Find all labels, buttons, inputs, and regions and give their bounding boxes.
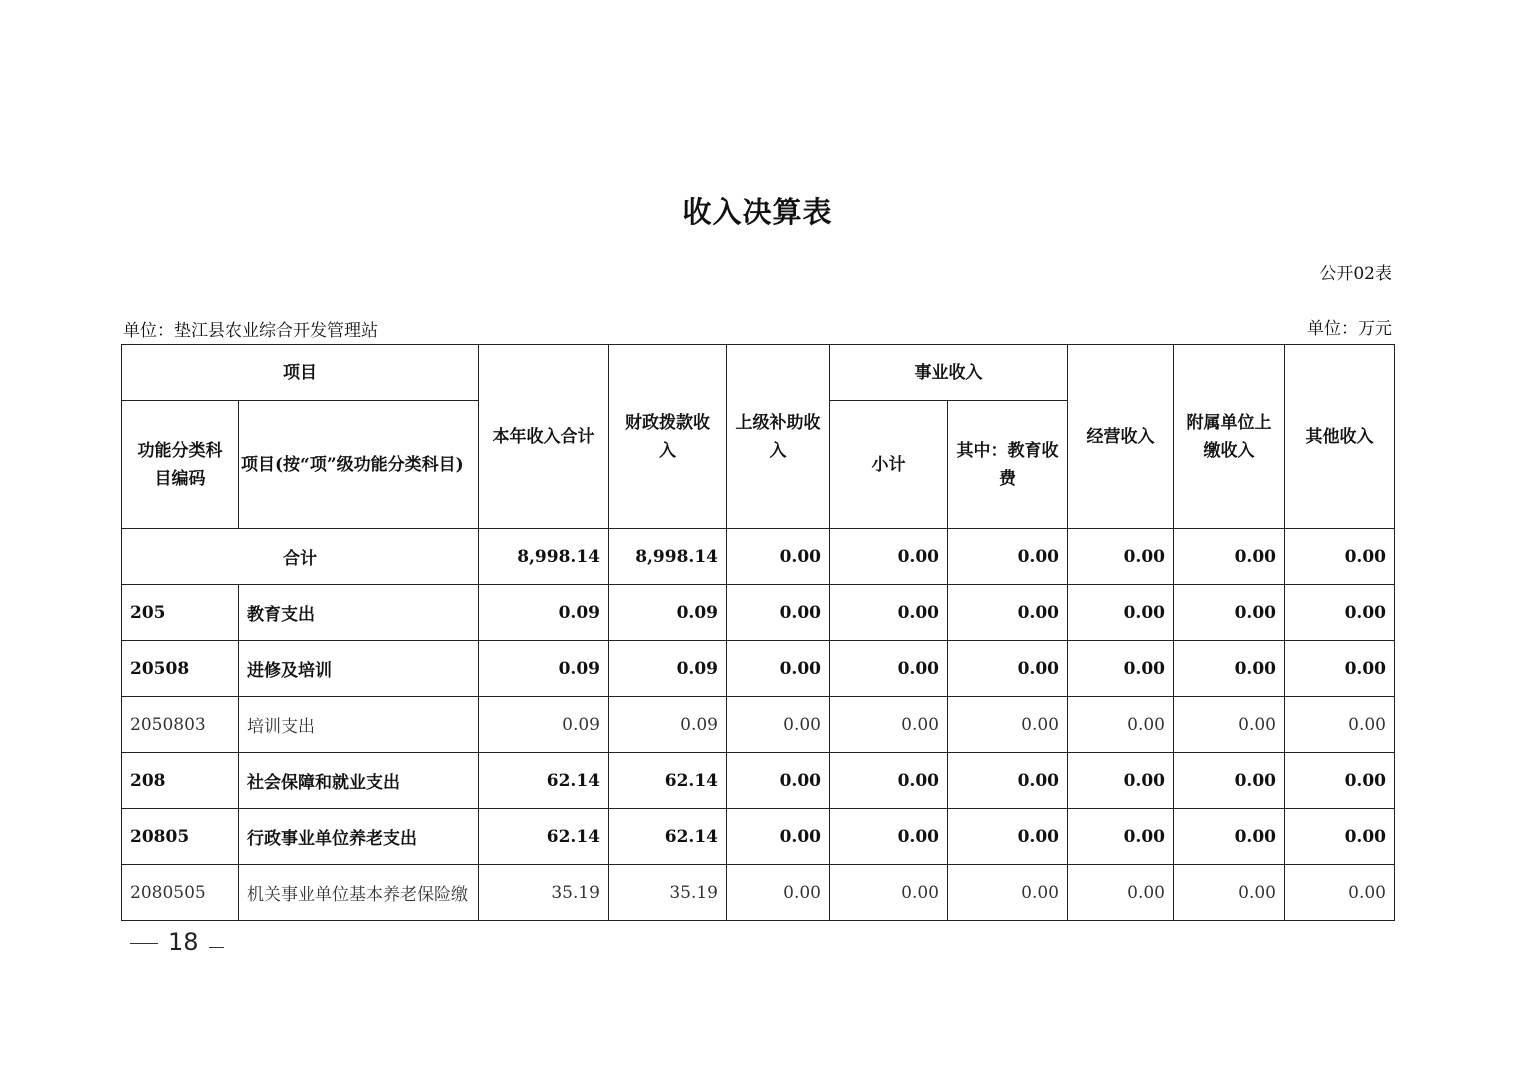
cell-other-income: 0.00: [1285, 697, 1395, 753]
header-func-code: 功能分类科目编码: [122, 401, 239, 529]
header-superior-subsidy: 上级补助收入: [727, 345, 830, 529]
cell-other-income: 0.00: [1285, 753, 1395, 809]
cell-fiscal-appropriation: 0.09: [609, 641, 727, 697]
page-footer: [130, 928, 224, 956]
total-row: [122, 529, 1395, 585]
cell-project-name: 行政事业单位养老支出: [239, 809, 479, 865]
cell-operating-income: 0.00: [1068, 529, 1174, 585]
cell-superior-subsidy: 0.00: [727, 753, 830, 809]
table-row: [122, 641, 1395, 697]
cell-education-fees: 0.00: [948, 641, 1068, 697]
table-row: [122, 753, 1395, 809]
cell-annual-total: 62.14: [479, 753, 609, 809]
cell-superior-subsidy: 0.00: [727, 865, 830, 921]
header-operating-income: 经营收入: [1068, 345, 1174, 529]
cell-fiscal-appropriation: 62.14: [609, 809, 727, 865]
cell-func-code: 208: [122, 753, 239, 809]
header-project-group: 项目: [122, 345, 479, 401]
cell-func-code: 20508: [122, 641, 239, 697]
cell-annual-total: 0.09: [479, 697, 609, 753]
cell-affiliated-unit: 0.00: [1174, 697, 1285, 753]
cell-func-code: 2050803: [122, 697, 239, 753]
cell-affiliated-unit: 0.00: [1174, 865, 1285, 921]
cell-annual-total: 62.14: [479, 809, 609, 865]
cell-operating-income: 0.00: [1068, 809, 1174, 865]
page-dash-right: [209, 947, 224, 948]
cell-education-fees: 0.00: [948, 753, 1068, 809]
page-number: 18: [168, 928, 199, 956]
cell-affiliated-unit: 0.00: [1174, 641, 1285, 697]
cell-project-name: 机关事业单位基本养老保险缴: [239, 865, 479, 921]
cell-project-name: 进修及培训: [239, 641, 479, 697]
cell-other-income: 0.00: [1285, 809, 1395, 865]
cell-func-code: 2080505: [122, 865, 239, 921]
cell-fiscal-appropriation: 8,998.14: [609, 529, 727, 585]
cell-project-name: 教育支出: [239, 585, 479, 641]
cell-other-income: 0.00: [1285, 865, 1395, 921]
currency-unit: 单位：万元: [1307, 319, 1392, 339]
cell-subtotal: 0.00: [830, 641, 948, 697]
header-annual-total: 本年收入合计: [479, 345, 609, 529]
table-row: [122, 697, 1395, 753]
cell-func-code: 205: [122, 585, 239, 641]
page-title: 收入决算表: [682, 195, 833, 229]
cell-superior-subsidy: 0.00: [727, 529, 830, 585]
cell-fiscal-appropriation: 0.09: [609, 585, 727, 641]
header-other-income: 其他收入: [1285, 345, 1395, 529]
cell-fiscal-appropriation: 35.19: [609, 865, 727, 921]
cell-operating-income: 0.00: [1068, 641, 1174, 697]
cell-education-fees: 0.00: [948, 697, 1068, 753]
table-row: [122, 809, 1395, 865]
cell-operating-income: 0.00: [1068, 865, 1174, 921]
cell-func-code: 20805: [122, 809, 239, 865]
total-label: 合计: [122, 529, 479, 585]
cell-other-income: 0.00: [1285, 641, 1395, 697]
header-project-name: 项目(按“项”级功能分类科目): [239, 401, 479, 529]
cell-superior-subsidy: 0.00: [727, 697, 830, 753]
header-education-fees: 其中：教育收费: [948, 401, 1068, 529]
cell-subtotal: 0.00: [830, 809, 948, 865]
cell-project-name: 社会保障和就业支出: [239, 753, 479, 809]
header-subtotal: 小计: [830, 401, 948, 529]
cell-subtotal: 0.00: [830, 529, 948, 585]
cell-other-income: 0.00: [1285, 529, 1395, 585]
header-fiscal-appropriation: 财政拨款收入: [609, 345, 727, 529]
cell-fiscal-appropriation: 62.14: [609, 753, 727, 809]
cell-other-income: 0.00: [1285, 585, 1395, 641]
cell-subtotal: 0.00: [830, 753, 948, 809]
cell-annual-total: 0.09: [479, 641, 609, 697]
organization-unit: 单位：垫江县农业综合开发管理站: [123, 321, 378, 341]
cell-operating-income: 0.00: [1068, 697, 1174, 753]
cell-annual-total: 8,998.14: [479, 529, 609, 585]
table-row: [122, 585, 1395, 641]
cell-subtotal: 0.00: [830, 585, 948, 641]
cell-annual-total: 35.19: [479, 865, 609, 921]
cell-education-fees: 0.00: [948, 529, 1068, 585]
income-report-table: [121, 344, 1395, 921]
cell-education-fees: 0.00: [948, 865, 1068, 921]
cell-subtotal: 0.00: [830, 697, 948, 753]
cell-superior-subsidy: 0.00: [727, 641, 830, 697]
page-dash-left: [130, 943, 158, 944]
cell-affiliated-unit: 0.00: [1174, 809, 1285, 865]
cell-education-fees: 0.00: [948, 585, 1068, 641]
cell-operating-income: 0.00: [1068, 753, 1174, 809]
cell-affiliated-unit: 0.00: [1174, 753, 1285, 809]
cell-affiliated-unit: 0.00: [1174, 585, 1285, 641]
cell-affiliated-unit: 0.00: [1174, 529, 1285, 585]
table-row: [122, 865, 1395, 921]
cell-superior-subsidy: 0.00: [727, 809, 830, 865]
cell-education-fees: 0.00: [948, 809, 1068, 865]
header-affiliated-unit: 附属单位上缴收入: [1174, 345, 1285, 529]
cell-subtotal: 0.00: [830, 865, 948, 921]
cell-annual-total: 0.09: [479, 585, 609, 641]
cell-project-name: 培训支出: [239, 697, 479, 753]
cell-superior-subsidy: 0.00: [727, 585, 830, 641]
cell-fiscal-appropriation: 0.09: [609, 697, 727, 753]
form-number: 公开02表: [1319, 264, 1392, 284]
header-business-income-group: 事业收入: [830, 345, 1068, 401]
cell-operating-income: 0.00: [1068, 585, 1174, 641]
